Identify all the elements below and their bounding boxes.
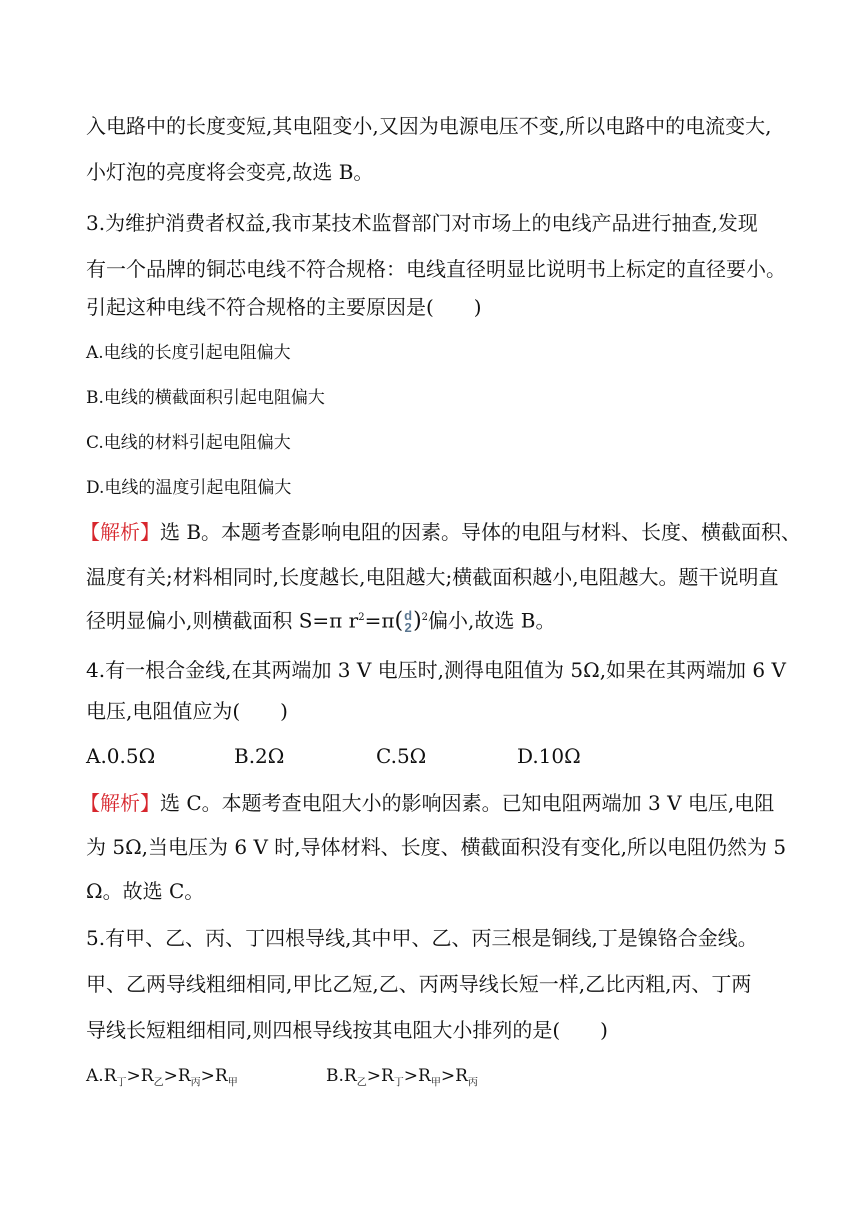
- text-segment: 径明显偏小,则横截面积 S=π r: [86, 608, 359, 633]
- option-c: C.5Ω: [376, 744, 427, 768]
- option-b: $B.R_乙>R_丁>R_甲>R_丙$: [326, 1066, 478, 1089]
- fraction-numerator: d: [404, 608, 413, 624]
- analysis-3-line: [80, 518, 801, 546]
- option-d: D.电线的温度引起电阻偏大: [86, 478, 292, 498]
- text-line: 温度有关;材料相同时,长度越长,电阻越大;横截面积越小,电阻越大。题干说明直: [86, 565, 779, 589]
- text-line: 引起这种电线不符合规格的主要原因是( ): [86, 295, 482, 319]
- question-5: 5.有甲、乙、丙、丁四根导线,其中甲、乙、丙三根是铜线,丁是镍铬合金线。: [86, 926, 758, 950]
- option-b: B.2Ω: [234, 744, 285, 768]
- text-line: 入电路中的长度变短,其电阻变小,又因为电源电压不变,所以电路中的电流变大,: [86, 114, 772, 138]
- superscript: 2: [421, 612, 429, 623]
- text-line: Ω。故选 C。: [86, 879, 205, 903]
- analysis-4-line: [80, 789, 774, 817]
- text-line: 为 5Ω,当电压为 6 V 时,导体材料、长度、横截面积没有变化,所以电阻仍然为 5: [86, 835, 787, 859]
- options-row: [86, 1062, 478, 1097]
- text-line: 小灯泡的亮度将会变亮,故选 B。: [86, 160, 374, 184]
- option-a: A.0.5Ω: [86, 744, 156, 768]
- text-line: 电压,电阻值应为( ): [86, 699, 288, 723]
- analysis-tag: 【解析】: [80, 520, 160, 544]
- analysis-text: 选 B。本题考查影响电阻的因素。导体的电阻与材料、长度、横截面积、: [160, 520, 802, 544]
- text-line: 有一个品牌的铜芯电线不符合规格：电线直径明显比说明书上标定的直径要小。: [86, 257, 786, 281]
- options-row: [86, 742, 581, 770]
- text-segment: =π: [364, 608, 395, 633]
- text-segment: 偏小,故选 B。: [428, 608, 556, 633]
- analysis-text: 选 C。本题考查电阻大小的影响因素。已知电阻两端加 3 V 电压,电阻: [160, 791, 775, 815]
- fraction: [404, 610, 412, 634]
- question-3: 3.为维护消费者权益,我市某技术监督部门对市场上的电线产品进行抽查,发现: [86, 211, 758, 235]
- text-line: 甲、乙两导线粗细相同,甲比乙短,乙、丙两导线长短一样,乙比丙粗,丙、丁两: [86, 972, 752, 996]
- fraction-denominator: 2: [404, 620, 412, 636]
- question-4: 4.有一根合金线,在其两端加 3 V 电压时,测得电阻值为 5Ω,如果在其两端加 6 V: [86, 658, 786, 682]
- text-line: 导线长短粗细相同,则四根导线按其电阻大小排列的是( ): [86, 1018, 608, 1042]
- formula-line: 径明显偏小,则横截面积 S=π $r^2=\pi$( d 2 )$^2$偏小,故选 B。: [86, 608, 556, 636]
- superscript: 2: [358, 612, 365, 623]
- option-d: D.10Ω: [517, 744, 581, 768]
- option-a: A.电线的长度引起电阻偏大: [86, 343, 291, 363]
- option-b: B.电线的横截面积引起电阻偏大: [86, 388, 325, 408]
- analysis-tag: 【解析】: [80, 791, 160, 815]
- option-c: C.电线的材料引起电阻偏大: [86, 433, 291, 453]
- option-a: $A.R_丁>R_乙>R_丙>R_甲$: [86, 1066, 238, 1089]
